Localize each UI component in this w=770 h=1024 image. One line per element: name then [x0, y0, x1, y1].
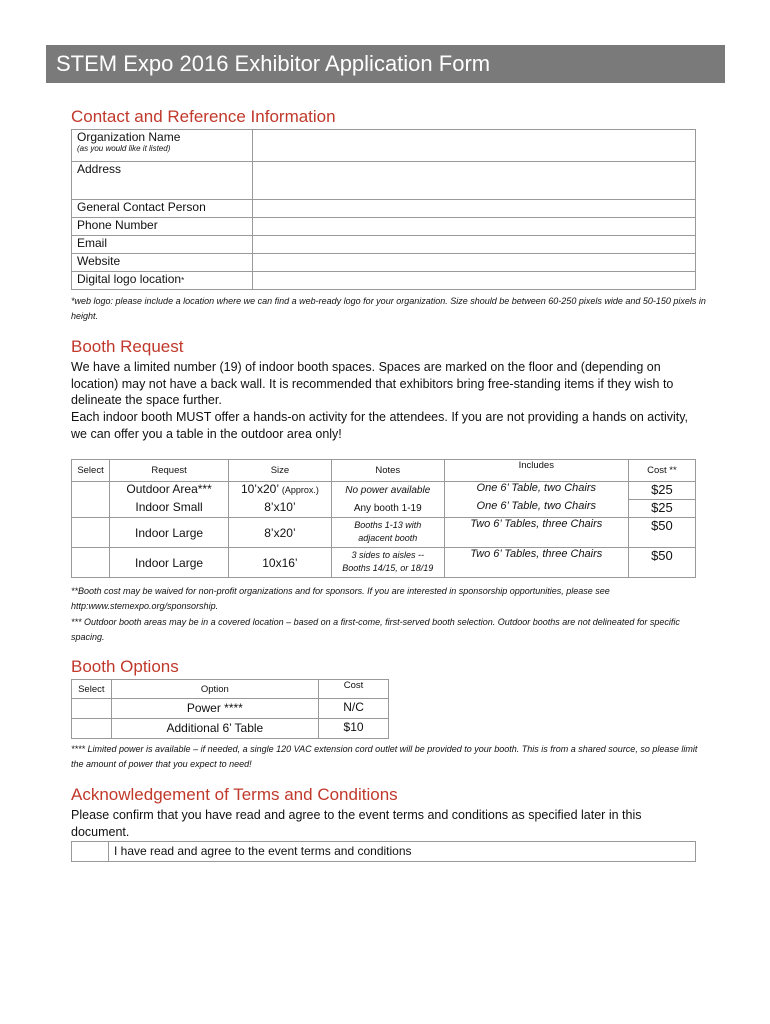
- options-table: [71, 679, 389, 739]
- option-row-power: [72, 699, 389, 719]
- ack-checkbox[interactable]: [72, 842, 109, 862]
- cost-cell: N/C: [319, 699, 389, 719]
- ack-statement: I have read and agree to the event terms and conditions: [109, 842, 696, 862]
- size-cell: [229, 482, 332, 500]
- col-option: Option: [111, 680, 319, 699]
- size-cell: 10x16’: [229, 548, 332, 578]
- request-cell: Indoor Small: [110, 500, 229, 518]
- logo-location-field[interactable]: [253, 272, 696, 290]
- logo-footnote: *web logo: please include a location where we can find a web-ready logo for your organization. Size should be between 60-250 pixels wide and 50-150 pixels in height.: [71, 296, 706, 321]
- size-value: 10’x20’: [240, 482, 279, 496]
- address-label: Address: [72, 162, 253, 200]
- booth-row-outdoor: [72, 482, 696, 500]
- booth-para-2: Each indoor booth MUST offer a hands-on activity for the attendees. If you are not providing a hands on activity, we can offer you a table in the outdoor area only!: [71, 410, 689, 441]
- col-size: Size: [229, 460, 332, 482]
- option-cell: Power ****: [111, 699, 319, 719]
- includes-cell: One 6’ Table, two Chairs: [444, 500, 628, 518]
- booth-row-indoor-large-1: [72, 518, 696, 548]
- website-label: Website: [72, 254, 253, 272]
- cost-cell: $50: [628, 548, 695, 578]
- cost-cell: $50: [628, 518, 695, 548]
- page-title: STEM Expo 2016 Exhibitor Application Form: [56, 51, 491, 76]
- cost-cell: $25: [628, 482, 695, 500]
- options-heading: Booth Options: [71, 657, 179, 676]
- select-checkbox[interactable]: [72, 518, 110, 548]
- power-note: **** Limited power is available – if needed, a single 120 VAC extension cord outlet will be provided to your booth. This is from a shared source, so please limit the amount of power that you expect to need!: [71, 744, 698, 769]
- contact-heading: Contact and Reference Information: [71, 107, 336, 126]
- notes-line-1: Booths 1-13 with: [354, 520, 422, 530]
- col-includes: Includes: [444, 460, 628, 482]
- email-field[interactable]: [253, 236, 696, 254]
- request-cell: Indoor Large: [110, 518, 229, 548]
- booth-table: [71, 459, 696, 578]
- col-cost: Cost: [319, 680, 389, 699]
- cost-cell: $25: [628, 500, 695, 518]
- phone-field[interactable]: [253, 218, 696, 236]
- ack-table: [71, 841, 696, 862]
- select-checkbox[interactable]: [72, 699, 112, 719]
- size-cell: 8’x10’: [229, 500, 332, 518]
- phone-label: Phone Number: [72, 218, 253, 236]
- size-note: (Approx.): [281, 485, 319, 495]
- includes-cell: One 6’ Table, two Chairs: [444, 482, 628, 500]
- notes-cell: No power available: [331, 482, 444, 500]
- address-field[interactable]: [253, 162, 696, 200]
- org-label: Organization Name: [77, 130, 181, 144]
- booth-cost-note: **Booth cost may be waived for non-profit organizations and for sponsors. If you are interested in sponsorship opportunities, please see http:www.stemexpo.org/sponsorship.: [71, 586, 610, 611]
- cost-cell: $10: [319, 719, 389, 739]
- booth-row-indoor-large-2: [72, 548, 696, 578]
- title-bar: [46, 45, 725, 83]
- request-cell: Outdoor Area***: [110, 482, 229, 500]
- org-label-cell: [72, 130, 253, 162]
- notes-cell: [331, 548, 444, 578]
- ack-para: Please confirm that you have read and agree to the event terms and conditions as specified later in this document.: [71, 808, 642, 839]
- col-select: Select: [72, 680, 112, 699]
- booth-para-1: We have a limited number (19) of indoor booth spaces. Spaces are marked on the floor and (depending on location) may not have a back wall. It is recommended that exhibitors bring free-standing items if they wish to delineate the space further.: [71, 360, 674, 407]
- select-checkbox[interactable]: [72, 500, 110, 518]
- logo-label-cell: [72, 272, 253, 290]
- request-cell: Indoor Large: [110, 548, 229, 578]
- contact-person-label: General Contact Person: [72, 200, 253, 218]
- option-row-table: [72, 719, 389, 739]
- contact-person-field[interactable]: [253, 200, 696, 218]
- email-label: Email: [72, 236, 253, 254]
- logo-label: Digital logo location: [77, 272, 182, 286]
- booth-heading: Booth Request: [71, 337, 184, 356]
- booth-row-indoor-small: [72, 500, 696, 518]
- notes-line-2: Booths 14/15, or 18/19: [342, 563, 434, 573]
- select-checkbox[interactable]: [72, 548, 110, 578]
- col-notes: Notes: [331, 460, 444, 482]
- org-sublabel: (as you would like it listed): [77, 144, 171, 153]
- org-name-field[interactable]: [253, 130, 696, 162]
- notes-cell: Any booth 1-19: [331, 500, 444, 518]
- size-cell: 8’x20’: [229, 518, 332, 548]
- ack-heading: Acknowledgement of Terms and Conditions: [71, 785, 398, 804]
- notes-line-1: 3 sides to aisles --: [351, 550, 425, 560]
- logo-asterisk: *: [181, 276, 185, 285]
- notes-line-2: adjacent booth: [358, 533, 418, 543]
- col-select: Select: [72, 460, 110, 482]
- includes-cell: Two 6’ Tables, three Chairs: [444, 548, 628, 578]
- col-request: Request: [110, 460, 229, 482]
- contact-table: [71, 129, 696, 290]
- website-field[interactable]: [253, 254, 696, 272]
- col-cost: Cost **: [628, 460, 695, 482]
- includes-cell: Two 6’ Tables, three Chairs: [444, 518, 628, 548]
- notes-cell: [331, 518, 444, 548]
- select-checkbox[interactable]: [72, 719, 112, 739]
- select-checkbox[interactable]: [72, 482, 110, 500]
- outdoor-booth-note: *** Outdoor booth areas may be in a covered location – based on a first-come, first-served booth selection. Outdoor booths are not delineated for specific spacing.: [71, 617, 680, 642]
- option-cell: Additional 6’ Table: [111, 719, 319, 739]
